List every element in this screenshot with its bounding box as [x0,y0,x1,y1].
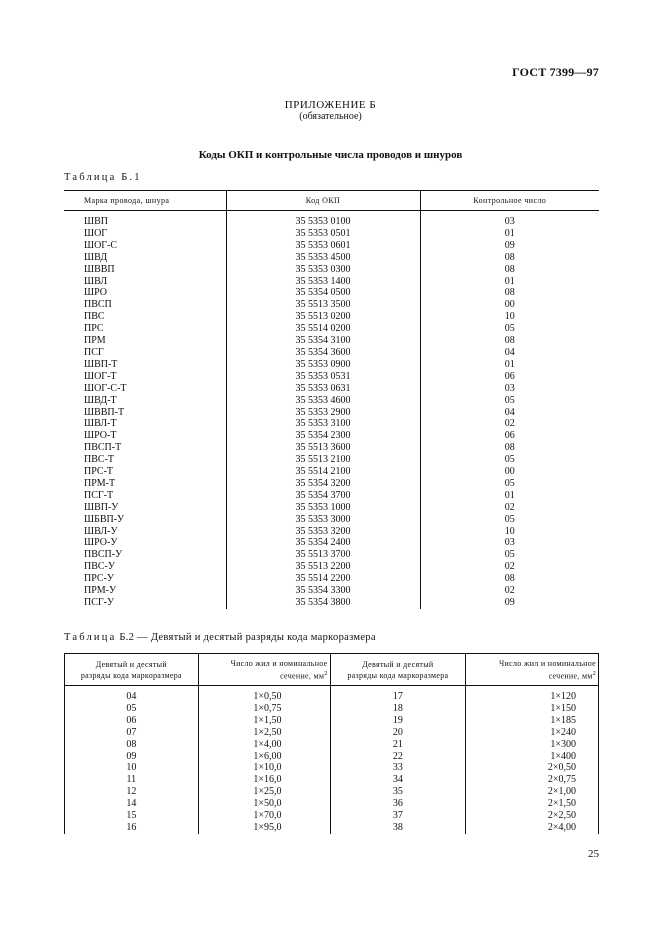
table-row [64,407,599,419]
control-number-cell: 01 [420,228,599,240]
okp-code-cell: 35 5353 0631 [226,383,420,395]
code-digits-cell: 37 [330,810,466,822]
control-number-cell: 05 [420,478,599,490]
wire-brand-cell: ШВЛ [84,275,108,287]
control-number-cell: 10 [420,526,599,538]
wire-brand-cell: ПСГ [84,346,104,358]
table-row [64,211,599,228]
okp-code-cell: 35 5354 3600 [226,347,420,359]
table1-body [64,211,599,609]
okp-code-cell: 35 5353 4600 [226,395,420,407]
wire-brand-cell: ПРМ-У [84,585,117,597]
table-row [64,502,599,514]
wire-brand-cell: ПРМ-Т [84,477,116,489]
wire-brand-cell: ШРО [84,287,107,299]
cores-section-cell: 1×10,0 [198,762,330,774]
control-number-cell: 02 [420,502,599,514]
okp-code-cell: 35 5354 3700 [226,490,420,502]
okp-codes-table [64,190,599,609]
table-row [64,514,599,526]
table-row [64,418,599,430]
table-row [64,323,599,335]
wire-brand-cell: ПРС [84,323,104,335]
wire-brand-cell: ШВП-У [84,501,119,513]
cores-section-cell: 1×70,0 [198,810,330,822]
cores-section-cell: 1×6,00 [198,751,330,763]
okp-code-cell: 35 5353 3000 [226,514,420,526]
table2-header-row [65,654,599,686]
table-row [64,359,599,371]
appendix-subtitle: (обязательное) [299,111,362,122]
cores-section-cell: 2×0,75 [466,774,599,786]
wire-brand-cell: ПВС [84,311,105,323]
code-digits-cell: 12 [65,786,199,798]
okp-code-cell: 35 5353 0900 [226,359,420,371]
control-number-cell: 10 [420,311,599,323]
cores-section-cell: 1×4,00 [198,739,330,751]
control-number-cell: 00 [420,466,599,478]
wire-brand-cell: ПВСП [84,299,112,311]
cores-section-cell: 1×0,75 [198,703,330,715]
table2-caption: Таблица Б.2 — Девятый и десятый разряды кода маркоразмера [64,632,376,643]
control-number-cell: 04 [420,407,599,419]
code-digits-cell: 34 [330,774,466,786]
control-number-cell: 09 [420,597,599,609]
code-digits-cell: 11 [65,774,199,786]
control-number-cell: 06 [420,430,599,442]
control-number-cell: 02 [420,418,599,430]
wire-brand-cell: ШВД-Т [84,394,117,406]
cores-section-cell: 1×185 [466,715,599,727]
cores-section-cell: 1×300 [466,739,599,751]
table-row [64,442,599,454]
cores-section-cell: 1×120 [466,686,599,703]
table-row [64,597,599,609]
wire-brand-cell: ПВСП-У [84,549,123,561]
header-cores-section: Число жил и номинальное сечение, $мм^2$ [466,654,599,686]
table-row [64,537,599,549]
code-digits-cell: 08 [65,739,199,751]
okp-code-cell: 35 5354 0500 [226,287,420,299]
code-digits-cell: 22 [330,751,466,763]
okp-code-cell: 35 5514 2100 [226,466,420,478]
cores-section-cell: 2×4,00 [466,822,599,834]
wire-brand-cell: ШВВП [84,263,115,275]
table-row [65,822,599,834]
document-title: Коды ОКП и контрольные числа проводов и шнуров [198,149,463,161]
code-digits-cell: 10 [65,762,199,774]
wire-brand-cell: ШВП [84,216,108,227]
control-number-cell: 08 [420,573,599,585]
wire-brand-cell: ПВС-У [84,561,115,573]
table-row [64,276,599,288]
okp-code-cell: 35 5513 3500 [226,299,420,311]
cores-section-cell: 1×150 [466,703,599,715]
table-row [64,240,599,252]
okp-code-cell: 35 5353 0300 [226,264,420,276]
control-number-cell: 05 [420,323,599,335]
okp-code-cell: 35 5513 3700 [226,549,420,561]
okp-code-cell: 35 5353 0100 [226,211,420,228]
code-digits-cell: 19 [330,715,466,727]
header-cores-section: Число жил и номинальное сечение, $мм^2$ [198,654,330,686]
wire-brand-cell: ШОГ-С-Т [84,382,127,394]
table-row [64,371,599,383]
table-row [65,774,599,786]
table-row [64,466,599,478]
code-digits-cell: 07 [65,727,199,739]
cores-section-cell: 2×2,50 [466,810,599,822]
code-digits-cell: 35 [330,786,466,798]
cores-section-cell: 1×16,0 [198,774,330,786]
control-number-cell: 08 [420,287,599,299]
okp-code-cell: 35 5354 3200 [226,478,420,490]
cores-section-cell: 1×25,0 [198,786,330,798]
okp-code-cell: 35 5514 0200 [226,323,420,335]
wire-brand-cell: ПВС-Т [84,454,114,466]
control-number-cell: 01 [420,490,599,502]
wire-brand-cell: ШОГ-Т [84,370,117,382]
table-row [65,786,599,798]
okp-code-cell: 35 5353 0501 [226,228,420,240]
cores-section-cell: 1×0,50 [198,686,330,703]
control-number-cell: 08 [420,442,599,454]
code-digits-cell: 04 [65,686,199,703]
code-digits-cell: 05 [65,703,199,715]
header-wire-brand: Марка провода, шнура [64,191,226,211]
wire-brand-cell: ШВП-Т [84,358,118,370]
code-digits-cell: 09 [65,751,199,763]
table-row [64,311,599,323]
okp-code-cell: 35 5354 2300 [226,430,420,442]
table-row [64,585,599,597]
wire-brand-cell: ПВСП-Т [84,442,122,454]
wire-brand-cell: ШРО-У [84,537,118,549]
control-number-cell: 09 [420,240,599,252]
okp-code-cell: 35 5353 0601 [226,240,420,252]
okp-code-cell: 35 5353 4500 [226,252,420,264]
table-row [64,299,599,311]
table-row [65,751,599,763]
size-code-table [64,653,599,834]
okp-code-cell: 35 5354 3300 [226,585,420,597]
table-row [64,430,599,442]
table-row [65,739,599,751]
table-row [64,335,599,347]
control-number-cell: 03 [420,537,599,549]
code-digits-cell: 14 [65,798,199,810]
wire-brand-cell: ПРС-Т [84,466,114,478]
cores-section-cell: 1×400 [466,751,599,763]
cores-section-cell: 1×50,0 [198,798,330,810]
control-number-cell: 05 [420,454,599,466]
table-row [64,252,599,264]
control-number-cell: 05 [420,395,599,407]
code-digits-cell: 36 [330,798,466,810]
code-digits-cell: 38 [330,822,466,834]
table-row [65,798,599,810]
table-row [64,347,599,359]
wire-brand-cell: ШВЛ-Т [84,418,117,430]
okp-code-cell: 35 5353 3100 [226,418,420,430]
table-row [64,454,599,466]
table-row [65,810,599,822]
code-digits-cell: 21 [330,739,466,751]
code-digits-cell: 17 [330,686,466,703]
table-row [64,526,599,538]
okp-code-cell: 35 5513 3600 [226,442,420,454]
wire-brand-cell: ПСГ-Т [84,489,114,501]
table-row [64,264,599,276]
control-number-cell: 05 [420,549,599,561]
okp-code-cell: 35 5513 2100 [226,454,420,466]
control-number-cell: 00 [420,299,599,311]
cores-section-cell: 1×2,50 [198,727,330,739]
control-number-cell: 05 [420,514,599,526]
control-number-cell: 03 [420,383,599,395]
table1-header-row [64,191,599,211]
cores-section-cell: 1×1,50 [198,715,330,727]
okp-code-cell: 35 5354 3800 [226,597,420,609]
table-row [65,762,599,774]
control-number-cell: 06 [420,371,599,383]
okp-code-cell: 35 5513 0200 [226,311,420,323]
wire-brand-cell: ШВД [84,251,108,263]
wire-brand-cell: ШОГ-С [84,239,118,251]
header-okp-code: Код ОКП [226,191,420,211]
control-number-cell: 02 [420,585,599,597]
control-number-cell: 08 [420,335,599,347]
cores-section-cell: 1×240 [466,727,599,739]
code-digits-cell: 15 [65,810,199,822]
okp-code-cell: 35 5353 1000 [226,502,420,514]
table-row [64,395,599,407]
table-row [65,703,599,715]
okp-code-cell: 35 5514 2200 [226,573,420,585]
control-number-cell: 08 [420,252,599,264]
control-number-cell: 01 [420,276,599,288]
table-row [64,490,599,502]
header-code-digits: Девятый и десятый разряды кода маркоразмера [330,654,466,686]
okp-code-cell: 35 5354 3100 [226,335,420,347]
okp-code-cell: 35 5513 2200 [226,561,420,573]
control-number-cell: 03 [420,211,599,228]
table-row [64,478,599,490]
appendix-title: ПРИЛОЖЕНИЕ Б [284,99,377,111]
control-number-cell: 04 [420,347,599,359]
table-row [64,287,599,299]
control-number-cell: 02 [420,561,599,573]
okp-code-cell: 35 5353 2900 [226,407,420,419]
table-row [64,573,599,585]
okp-code-cell: 35 5353 0531 [226,371,420,383]
table-row [65,715,599,727]
control-number-cell: 08 [420,264,599,276]
wire-brand-cell: ПРМ [84,335,106,347]
code-digits-cell: 33 [330,762,466,774]
standard-number: ГОСТ 7399—97 [512,65,599,79]
table2-body [65,686,599,834]
table-row [64,561,599,573]
code-digits-cell: 06 [65,715,199,727]
table-row [64,383,599,395]
wire-brand-cell: ПРС-У [84,573,114,585]
cores-section-cell: 2×1,50 [466,798,599,810]
cores-section-cell: 2×0,50 [466,762,599,774]
code-digits-cell: 20 [330,727,466,739]
cores-section-cell: 1×95,0 [198,822,330,834]
okp-code-cell: 35 5354 2400 [226,537,420,549]
page-number: 25 [588,848,599,860]
table-row [65,727,599,739]
wire-brand-cell: ШБВП-У [84,513,125,525]
table-row [64,549,599,561]
cores-section-cell: 2×1,00 [466,786,599,798]
wire-brand-cell: ШВЛ-У [84,525,118,537]
wire-brand-cell: ШОГ [84,227,108,239]
wire-brand-cell: ШРО-Т [84,430,117,442]
table-row [64,228,599,240]
code-digits-cell: 16 [65,822,199,834]
control-number-cell: 01 [420,359,599,371]
table1-caption: Таблица Б.1 [64,172,142,183]
table-row [65,686,599,703]
wire-brand-cell: ПСГ-У [84,597,115,608]
okp-code-cell: 35 5353 1400 [226,276,420,288]
code-digits-cell: 18 [330,703,466,715]
header-control-number: Контрольное число [420,191,599,211]
okp-code-cell: 35 5353 3200 [226,526,420,538]
wire-brand-cell: ШВВП-Т [84,406,125,418]
header-code-digits: Девятый и десятый разряды кода маркоразмера [65,654,199,686]
